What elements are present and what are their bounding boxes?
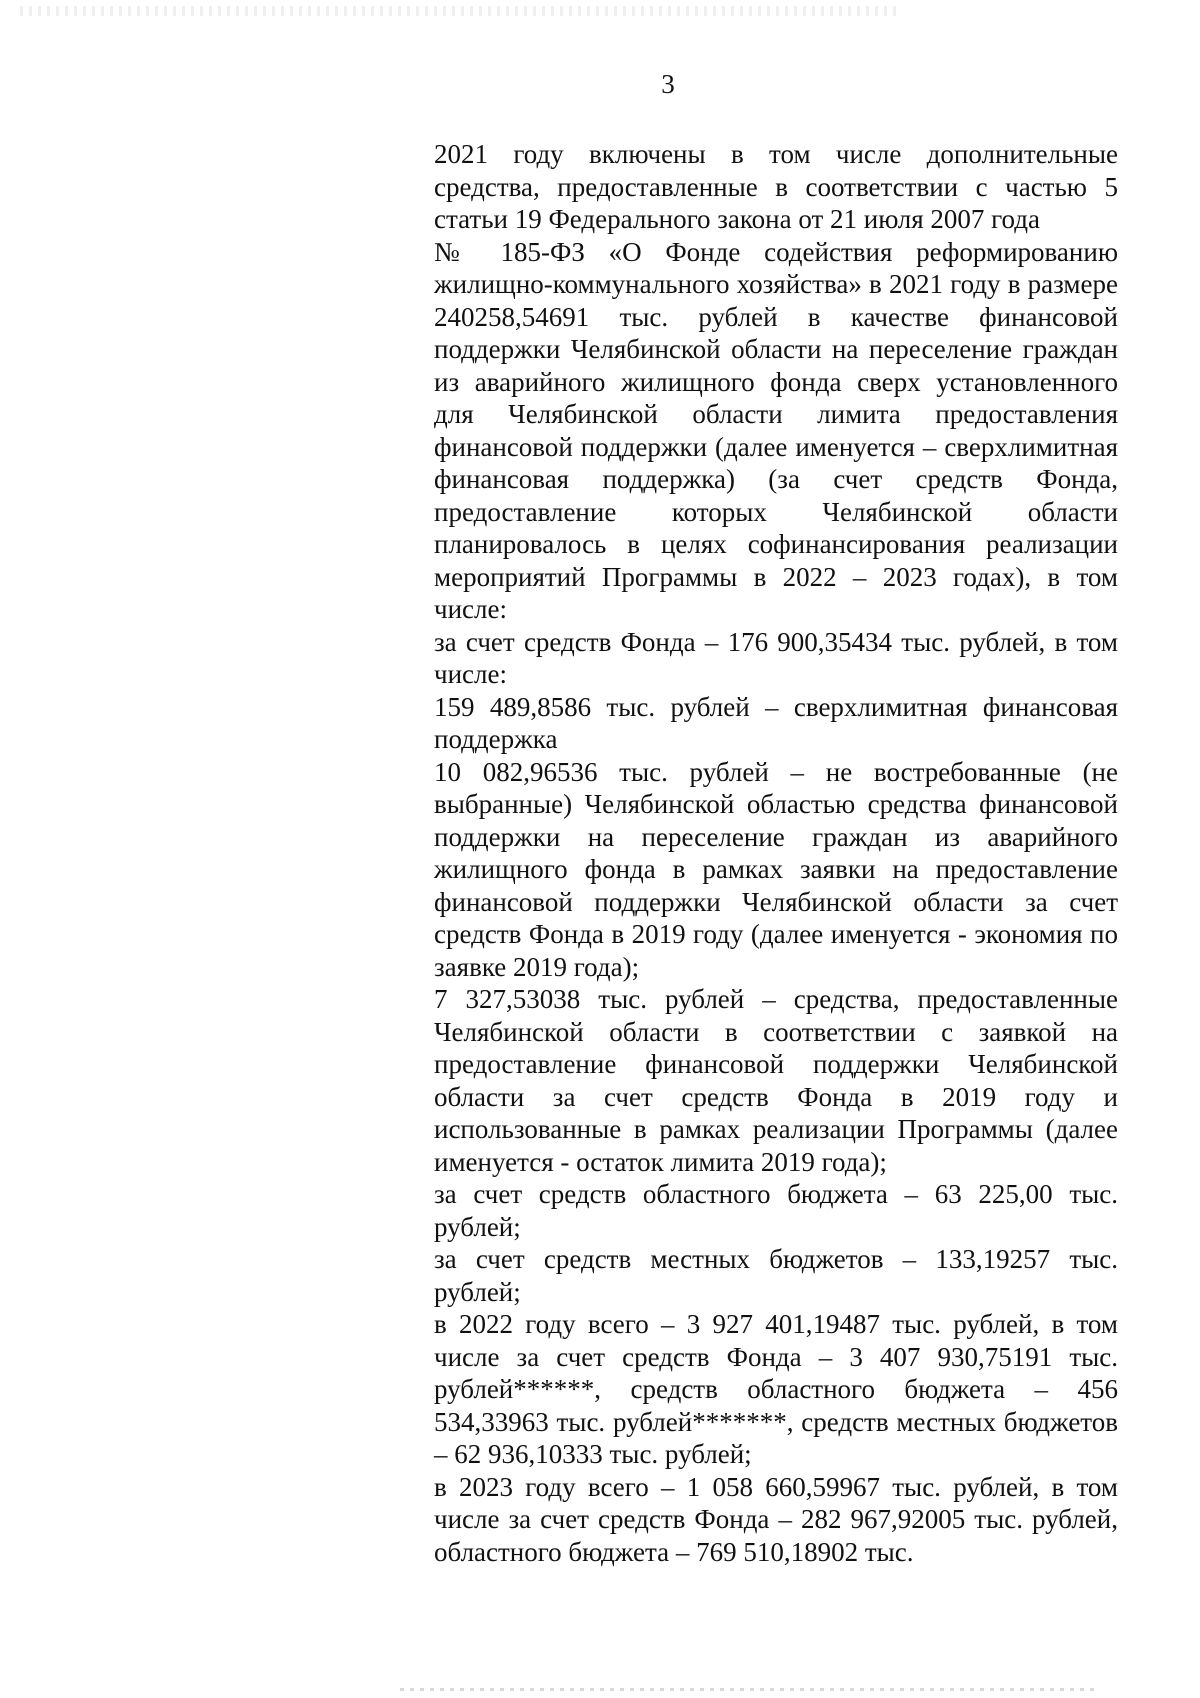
paragraph-overlimit-support: 159 489,8586 тыс. рублей – сверхлимитная финансовая поддержка <box>434 691 1118 754</box>
page-number: 3 <box>661 69 675 99</box>
paragraph-year-2022: в 2022 году всего – 3 927 401,19487 тыс. рублей, в том числе за счет средств Фонда – 3 407 930,75191 тыс. рублей******, средств областного бюджета – 456 534,33963 тыс. рублей*******, средств местных бюджетов – 62 936,10333 тыс. рублей; <box>434 1309 1118 1469</box>
document-body <box>434 138 1118 1568</box>
scan-noise-top <box>20 6 900 16</box>
paragraph-intro: 2021 году включены в том числе дополнительные средства, предоставленные в соответствии с частью 5 статьи 19 Федерального закона от 21 июля 2007 года <box>434 139 1118 234</box>
paragraph-regional-budget: за счет средств областного бюджета – 63 225,00 тыс. рублей; <box>434 1179 1118 1242</box>
paragraph-limit-remainder: 7 327,53038 тыс. рублей – средства, предоставленные Челябинской области в соответствии с заявкой на предоставление финансовой поддержки Челябинской области за счет средств Фонда в 2019 году и использованные в рамках реализации Программы (далее именуется - остаток лимита 2019 года); <box>434 984 1118 1177</box>
paragraph-local-budgets: за счет средств местных бюджетов – 133,19257 тыс. рублей; <box>434 1244 1118 1307</box>
paragraph-unclaimed-funds: 10 082,96536 тыс. рублей – не востребованные (не выбранные) Челябинской областью средства финансовой поддержки на переселение граждан из аварийного жилищного фонда в рамках заявки на предоставление финансовой поддержки Челябинской области за счет средств Фонда в 2019 году (далее именуется - экономия по заявке 2019 года); <box>434 756 1118 982</box>
paragraph-fund-total: за счет средств Фонда – 176 900,35434 тыс. рублей, в том числе: <box>434 626 1118 689</box>
scan-noise-bottom <box>400 1688 1100 1691</box>
paragraph-federal-law: № 185-ФЗ «О Фонде содействия реформированию жилищно-коммунального хозяйства» в 2021 году в размере 240258,54691 тыс. рублей в качестве финансовой поддержки Челябинской области на переселение граждан из аварийного жилищного фонда сверх установленного для Челябинской области лимита предоставления финансовой поддержки (далее именуется – сверхлимитная финансовая поддержка) (за счет средств Фонда, предоставление которых Челябинской области планировалось в целях софинансирования реализации мероприятий Программы в 2022 – 2023 годах), в том числе: <box>434 236 1118 624</box>
paragraph-year-2023: в 2023 году всего – 1 058 660,59967 тыс. рублей, в том числе за счет средств Фонда – 282 967,92005 тыс. рублей, областного бюджета – 769 510,18902 тыс. <box>434 1471 1118 1567</box>
